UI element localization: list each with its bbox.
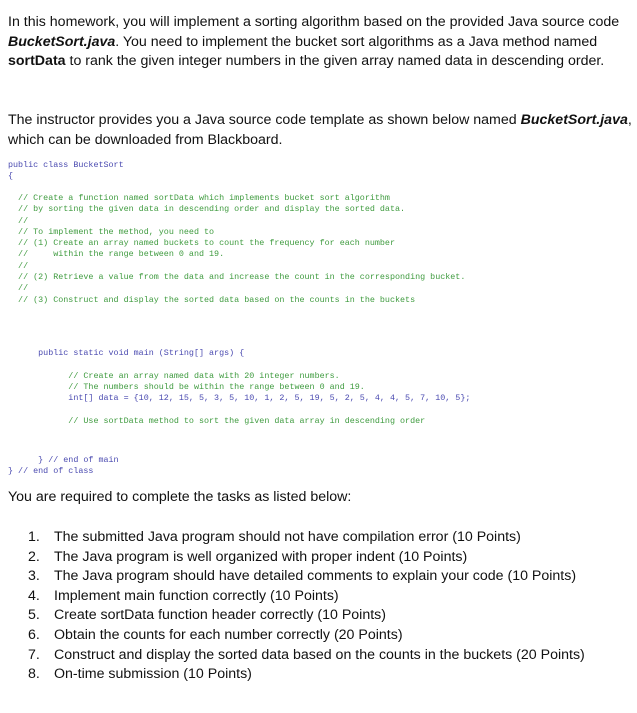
code-main-decl: public static void main (String[] args) { [8,348,245,358]
task-text: Construct and display the sorted data based on the counts in the buckets (20 Points) [54,646,585,663]
task-number: 7. [28,646,40,663]
intro-filename: BucketSort.java [8,33,116,50]
code-class-decl: public class BucketSort [8,160,124,170]
template-text-2: , which can be downloaded from Blackboard. [8,112,632,148]
task-item [28,528,632,548]
task-item [28,567,632,587]
task-number: 4. [28,587,40,604]
task-item [28,646,632,666]
task-item [28,606,632,626]
code-comment-line: // [8,260,29,271]
task-text: Create sortData function header correctly (10 Points) [54,607,386,624]
tasks-heading: You are required to complete the tasks as listed below: [8,489,352,505]
template-paragraph [8,111,632,150]
intro-text-1: In this homework, you will implement a sorting algorithm based on the provided Java source code [8,14,620,30]
template-text-1: The instructor provides you a Java source code template as shown below named [8,112,521,128]
code-comment-line: // (3) Construct and display the sorted data based on the counts in the buckets [8,294,416,305]
task-text: The Java program is well organized with proper indent (10 Points) [54,548,468,565]
code-comment-line: // To implement the method, you need to [8,226,215,237]
task-number: 1. [28,529,40,545]
code-comment-line: // (2) Retrieve a value from the data and increase the count in the corresponding bucket. [8,272,466,283]
code-open-brace: { [8,171,14,182]
task-item [28,548,632,568]
code-data-array: int[] data = {10, 12, 15, 5, 3, 5, 10, 1, 2, 5, 19, 5, 2, 5, 4, 4, 5, 7, 10, 5}; [8,393,471,404]
task-text: On-time submission (10 Points) [54,666,252,683]
task-number: 2. [28,548,40,565]
tasks-list [28,528,632,685]
code-end-main: } // end of main [8,455,119,465]
task-item [28,626,632,646]
code-comment-line: // (1) Create an array named buckets to count the frequency for each number [8,238,395,249]
task-item [28,587,632,607]
code-end-class: } // end of class [8,466,94,477]
task-item [28,665,632,685]
task-number: 6. [28,626,40,643]
intro-paragraph [8,13,632,72]
code-main-line: // Create an array named data with 20 integer numbers. [8,370,340,381]
code-main-line: // The numbers should be within the range between 0 and 19. [8,381,365,392]
code-comment-block [8,193,465,306]
intro-text-3: to rank the given integer numbers in the given array named data in descending order. [65,53,605,69]
task-text: The submitted Java program should not have compilation error (10 Points) [54,529,521,545]
task-text: Implement main function correctly (10 Points) [54,587,339,604]
code-comment-line: // [8,283,29,294]
task-number: 3. [28,568,40,585]
task-number: 8. [28,666,40,683]
task-text: Obtain the counts for each number correctly (20 Points) [54,626,403,643]
code-closing [8,455,119,478]
code-class-declaration [8,160,124,183]
code-main-method [8,348,470,427]
task-number: 5. [28,607,40,624]
code-comment-line: // within the range between 0 and 19. [8,249,225,260]
code-comment-line: // by sorting the given data in descending order and display the sorted data. [8,204,406,215]
intro-method-name: sortData [8,53,66,69]
template-filename: BucketSort.java [520,112,628,128]
task-text: The Java program should have detailed comments to explain your code (10 Points) [54,568,577,585]
code-main-line: // Use sortData method to sort the given data array in descending order [8,415,426,426]
intro-text-2: . You need to implement the bucket sort algorithms as a Java method named [115,33,598,50]
code-comment-line: // Create a function named sortData which implements bucket sort algorithm [8,193,390,203]
code-comment-line: // [8,215,29,226]
